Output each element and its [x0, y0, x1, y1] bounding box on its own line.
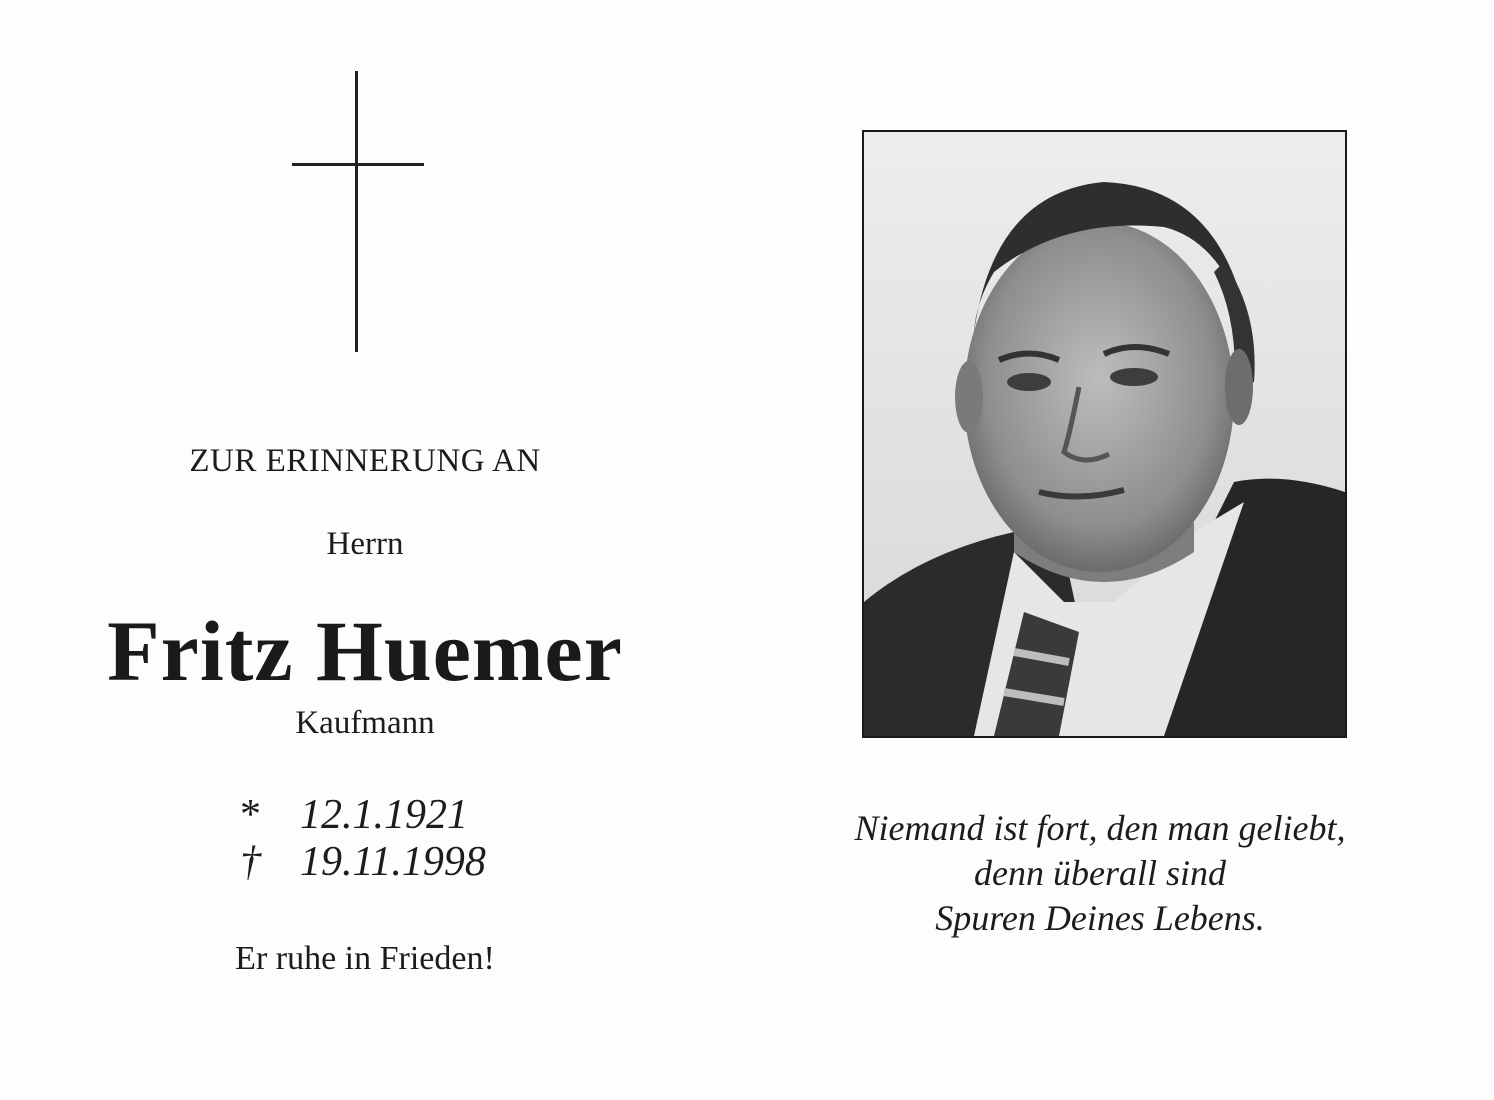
birth-date: 12.1.1921 — [300, 792, 468, 838]
life-dates — [240, 792, 486, 886]
portrait-icon — [864, 132, 1345, 736]
farewell: Er ruhe in Frieden! — [235, 940, 495, 977]
death-symbol: † — [240, 839, 261, 885]
deceased-name: Fritz Huemer — [107, 603, 623, 699]
quote-line-1: Niemand ist fort, den man geliebt, — [854, 808, 1346, 848]
portrait-photo — [862, 130, 1347, 738]
quote-line-3: Spuren Deines Lebens. — [935, 898, 1265, 938]
heading: ZUR ERINNERUNG AN — [189, 443, 541, 479]
death-row — [240, 839, 486, 886]
memorial-quote — [790, 806, 1410, 941]
honorific: Herrn — [326, 526, 404, 562]
birth-row — [240, 792, 486, 839]
cross-icon — [292, 71, 424, 352]
birth-symbol: * — [240, 792, 261, 838]
occupation: Kaufmann — [295, 705, 435, 741]
quote-line-2: denn überall sind — [974, 853, 1226, 893]
death-date: 19.11.1998 — [300, 839, 486, 885]
